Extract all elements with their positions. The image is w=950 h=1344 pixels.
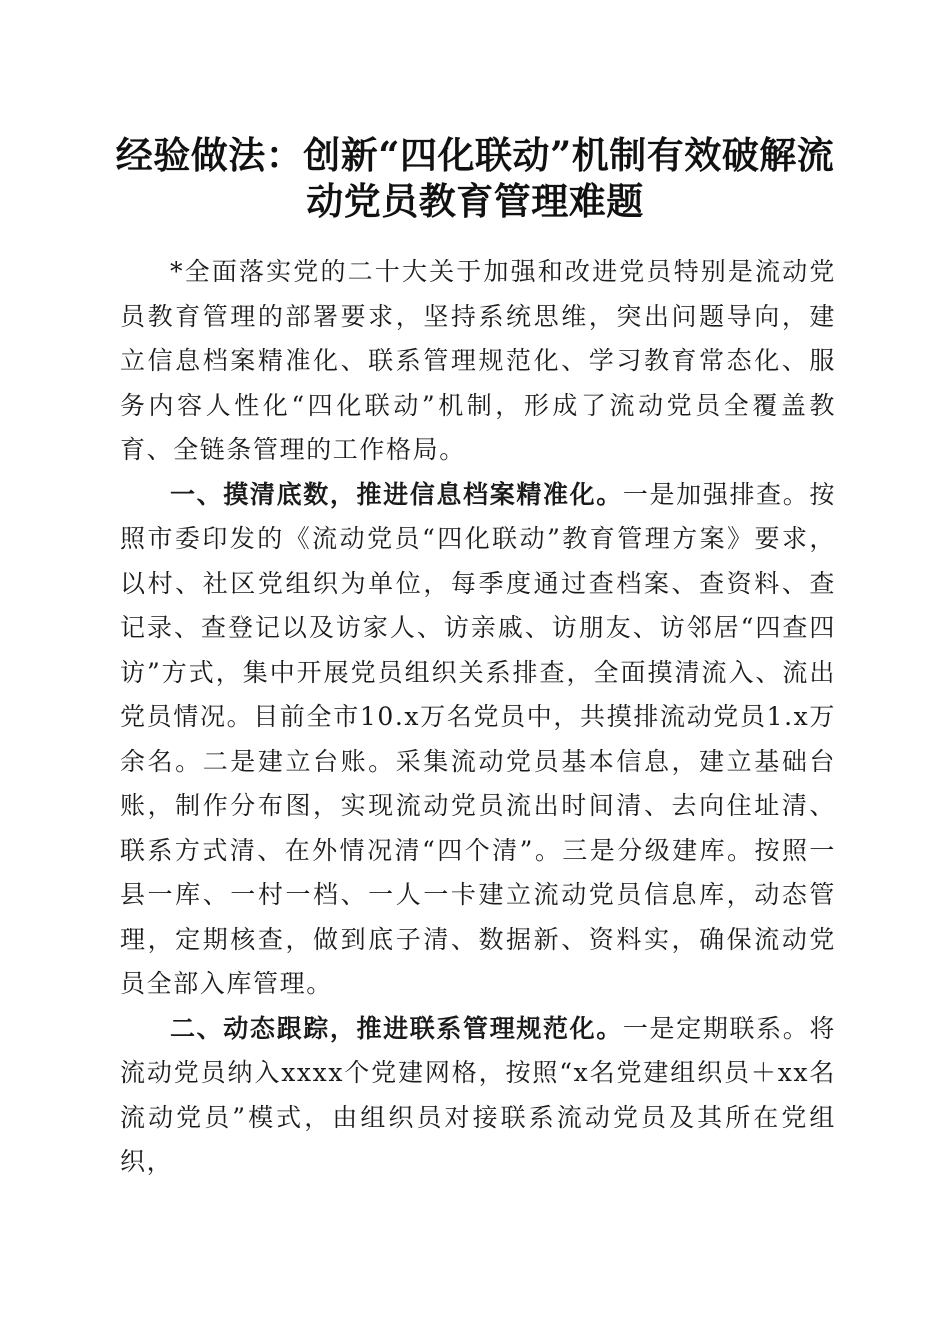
page-title	[110, 132, 840, 224]
paragraph-text: 一是定期联系。将流动党员纳入xxxx个党建网格，按照“x名党建组织员＋xx名流动党员”模式，由组织员对接联系流动党员及其所在党组织，	[120, 1013, 836, 1176]
section-heading: 二、动态跟踪，推进联系管理规范化。	[170, 1013, 623, 1043]
section-heading: 一、摸清底数，推进信息档案精准化。	[170, 479, 623, 509]
paragraph-text: 一是加强排查。按照市委印发的《流动党员“四化联动”教育管理方案》要求，以村、社区党组织为单位，每季度通过查档案、查资料、查记录、查登记以及访家人、访亲戚、访朋友、访邻居“四查四访”方式，集中开展党员组织关系排查，全面摸清流入、流出党员情况。目前全市10.x万名党员中，共摸排流动党员1.x万余名。二是建立台账。采集流动党员基本信息，建立基础台账，制作分布图，实现流动党员流出时间清、去向住址清、联系方式清、在外情况清“四个清”。三是分级建库。按照一县一库、一村一档、一人一卡建立流动党员信息库，动态管理，定期核查，做到底子清、数据新、资料实，确保流动党员全部入库管理。	[120, 479, 836, 998]
paragraph-section-2	[120, 1007, 836, 1185]
title-line-1: 经验做法：创新“四化联动”机制有效破解流	[115, 133, 835, 177]
document-body	[120, 250, 836, 1185]
paragraph-intro	[120, 250, 836, 473]
title-line-2: 动党员教育管理难题	[306, 179, 644, 223]
paragraph-section-1	[120, 473, 836, 1007]
paragraph-text: *全面落实党的二十大关于加强和改进党员特别是流动党员教育管理的部署要求，坚持系统思维，突出问题导向，建立信息档案精准化、联系管理规范化、学习教育常态化、服务内容人性化“四化联动”机制，形成了流动党员全覆盖教育、全链条管理的工作格局。	[120, 257, 836, 464]
